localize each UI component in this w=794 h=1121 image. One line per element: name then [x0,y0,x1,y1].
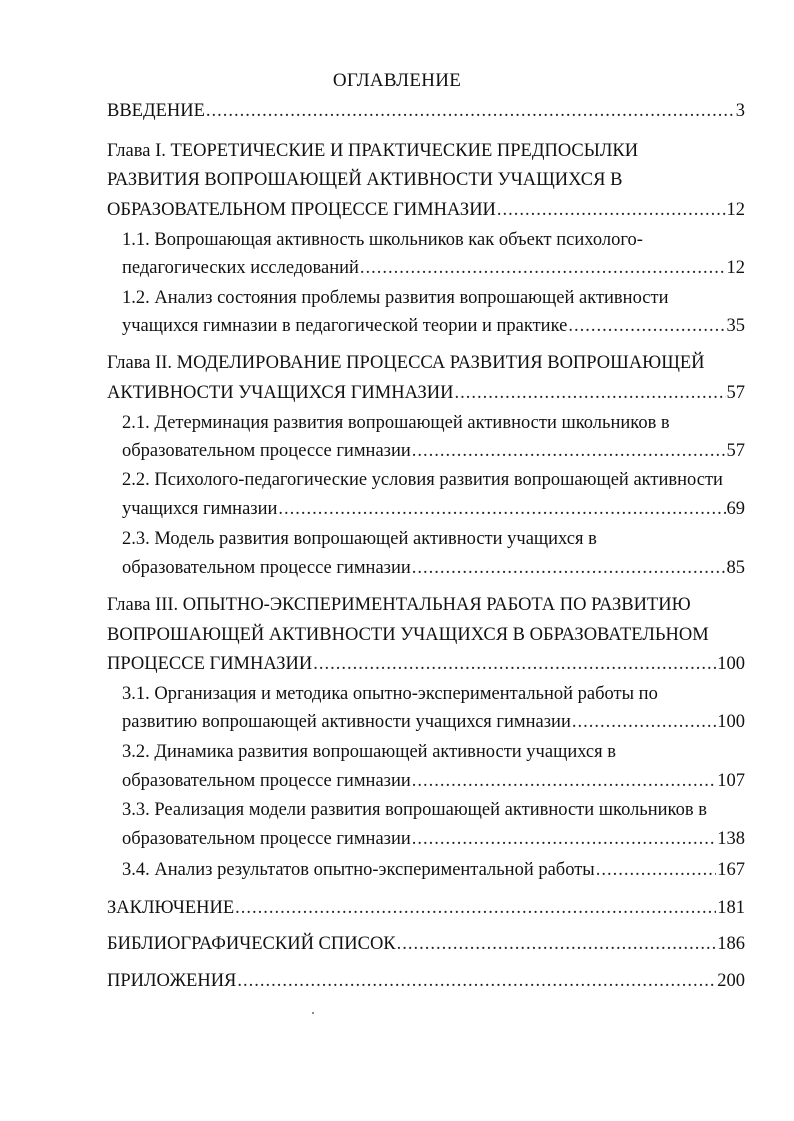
toc-section-3-4 [122,857,745,883]
toc-page-number: 186 [717,934,745,954]
toc-chapter-3-line-3 [107,651,745,677]
toc-section-2-2-line-1: 2.2. Психолого-педагогические условия развития вопрошающей активности [122,470,723,490]
toc-entry-intro [107,98,745,124]
dot-leader [278,496,725,522]
toc-entry-conclusion [107,895,745,921]
dot-leader [206,98,735,124]
toc-page-number: 138 [717,829,745,849]
toc-page-number: 35 [726,316,745,336]
toc-section-2-1-line-2 [122,438,745,464]
toc-entry-bibliography [107,931,745,957]
dot-leader [235,895,716,921]
dot-leader [313,651,716,677]
toc-entry-title: образовательном процессе гимназии [122,558,411,578]
toc-chapter-1-line-1: Глава I. ТЕОРЕТИЧЕСКИЕ И ПРАКТИЧЕСКИЕ ПРЕДПОСЫЛКИ [107,141,639,161]
dot-leader [568,313,725,339]
toc-section-2-1-line-1: 2.1. Детерминация развития вопрошающей активности школьников в [122,413,670,433]
dot-leader [455,380,726,406]
toc-section-3-3-line-2 [122,826,745,852]
scan-speck [312,1012,314,1014]
toc-page-number: 181 [717,898,745,918]
toc-section-3-2-line-1: 3.2. Динамика развития вопрошающей активности учащихся в [122,742,617,762]
dot-leader [412,768,716,794]
toc-page-number: 12 [726,258,745,278]
toc-entry-title: ЗАКЛЮЧЕНИЕ [107,898,235,918]
toc-page-number: 3 [735,101,745,121]
toc-page-number: 69 [726,499,745,519]
toc-section-3-1-line-2 [122,709,745,735]
toc-page-number: 57 [726,383,745,403]
toc-section-3-2-line-2 [122,768,745,794]
toc-entry-title: образовательном процессе гимназии [122,441,411,461]
toc-page-number: 12 [726,200,745,220]
toc-page-number: 57 [726,441,745,461]
toc-chapter-3-line-2: ВОПРОШАЮЩЕЙ АКТИВНОСТИ УЧАЩИХСЯ В ОБРАЗОВАТЕЛЬНОМ [107,625,709,645]
toc-page-number: 85 [726,558,745,578]
toc-section-1-1-line-2 [122,255,745,281]
dot-leader [412,438,726,464]
toc-entry-title: АКТИВНОСТИ УЧАЩИХСЯ ГИМНАЗИИ [107,383,454,403]
toc-chapter-1-line-2: РАЗВИТИЯ ВОПРОШАЮЩЕЙ АКТИВНОСТИ УЧАЩИХСЯ В [107,170,623,190]
page-title: ОГЛАВЛЕНИЕ [332,70,462,91]
dot-leader [237,968,716,994]
toc-section-3-3-line-1: 3.3. Реализация модели развития вопрошающей активности школьников в [122,800,707,820]
toc-entry-title: БИБЛИОГРАФИЧЕСКИЙ СПИСОК [107,934,396,954]
toc-section-1-2-line-2 [122,313,745,339]
toc-entry-title: учащихся гимназии [122,499,278,519]
toc-page-number: 167 [717,860,745,880]
dot-leader [360,255,726,281]
dot-leader [397,931,717,957]
toc-section-1-2-line-1: 1.2. Анализ состояния проблемы развития вопрошающей активности [122,288,669,308]
toc-section-3-1-line-1: 3.1. Организация и методика опытно-экспериментальной работы по [122,684,658,704]
toc-page-number: 200 [717,971,745,991]
toc-entry-title: образовательном процессе гимназии [122,829,411,849]
toc-entry-title: 3.4. Анализ результатов опытно-экспериментальной работы [122,860,595,880]
toc-page-number: 100 [717,712,745,732]
toc-entry-appendix [107,968,745,994]
dot-leader [572,709,716,735]
toc-entry-title: ОБРАЗОВАТЕЛЬНОМ ПРОЦЕССЕ ГИМНАЗИИ [107,200,496,220]
toc-entry-title: учащихся гимназии в педагогической теории и практике [122,316,568,336]
toc-entry-title: ПРИЛОЖЕНИЯ [107,971,237,991]
toc-page-number: 100 [717,654,745,674]
dot-leader [412,555,726,581]
toc-page-number: 107 [717,771,745,791]
toc-entry-title: педагогических исследований [122,258,359,278]
toc-entry-title: ВВЕДЕНИЕ [107,101,205,121]
toc-chapter-1-line-3 [107,197,745,223]
toc-entry-title: ПРОЦЕССЕ ГИМНАЗИИ [107,654,313,674]
toc-section-2-3-line-2 [122,555,745,581]
toc-chapter-2-line-2 [107,380,745,406]
toc-section-2-3-line-1: 2.3. Модель развития вопрошающей активности учащихся в [122,529,597,549]
toc-chapter-2-line-1: Глава II. МОДЕЛИРОВАНИЕ ПРОЦЕССА РАЗВИТИЯ ВОПРОШАЮЩЕЙ [107,353,705,373]
dot-leader [497,197,726,223]
dot-leader [596,857,717,883]
toc-section-1-1-line-1: 1.1. Вопрошающая активность школьников как объект психолого- [122,230,643,250]
toc-entry-title: образовательном процессе гимназии [122,771,411,791]
toc-entry-title: развитию вопрошающей активности учащихся гимназии [122,712,571,732]
dot-leader [412,826,716,852]
toc-section-2-2-line-2 [122,496,745,522]
toc-chapter-3-line-1: Глава III. ОПЫТНО-ЭКСПЕРИМЕНТАЛЬНАЯ РАБОТА ПО РАЗВИТИЮ [107,595,691,615]
